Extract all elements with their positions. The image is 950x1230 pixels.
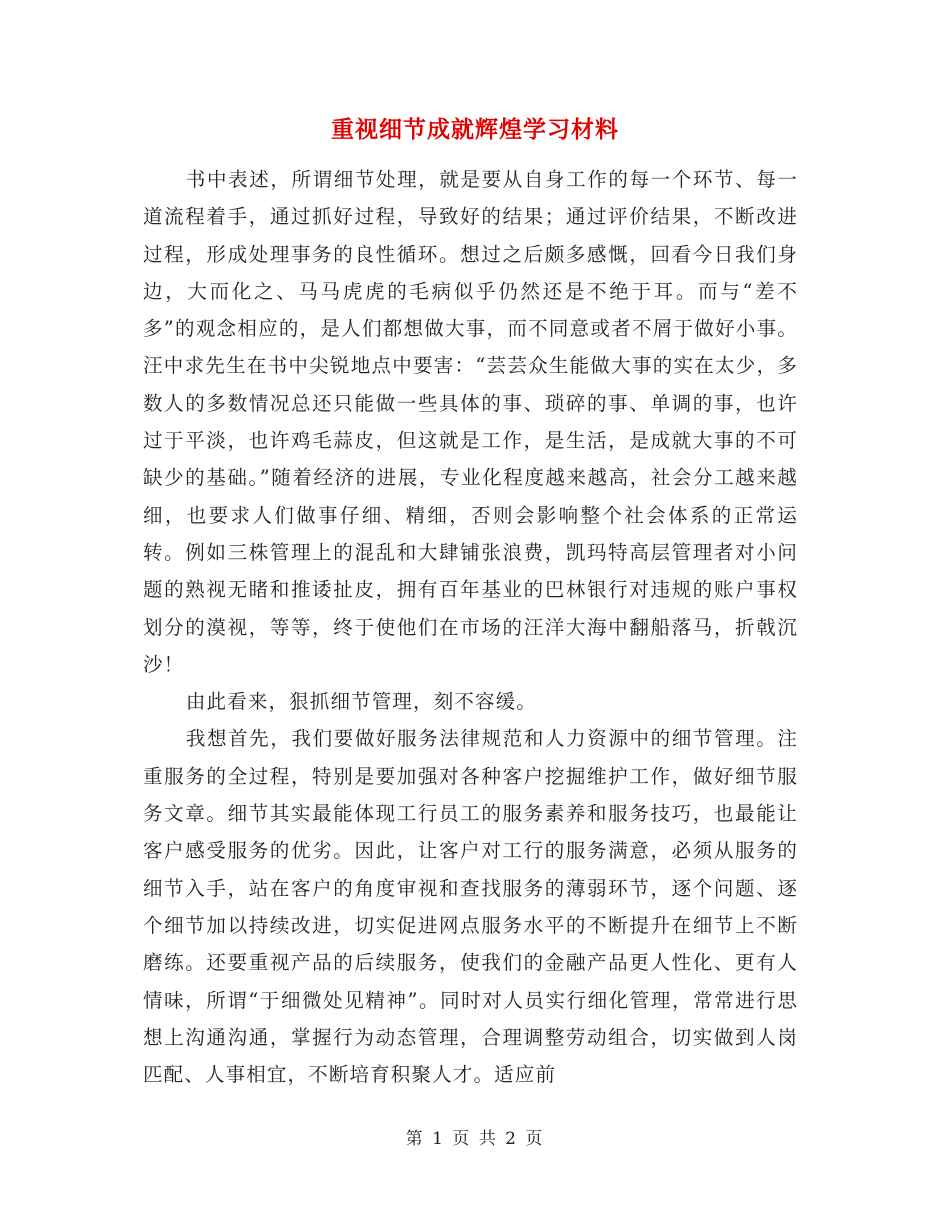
paragraph-2: 由此看来，狠抓细节管理，刻不容缓。 — [185, 690, 537, 714]
paragraph-3: 我想首先，我们要做好服务法律规范和人力资源中的细节管理。注重服务的全过程，特别是要加强对各种客户挖掘维护工作，做好细节服务文章。细节其实最能体现工行员工的服务素养和服务技巧，也最能让客户感受服务的优劣。因此，让客户对工行的服务满意，必须从服务的细节入手，站在客户的角度审视和查找服务的薄弱环节，逐个问题、逐个细节加以持续改进，切实促进网点服务水平的不断提升在细节上不断磨练。还要重视产品的后续服务，使我们的金融产品更人性化、更有人情味，所谓“于细微处见精神”。同时对人员实行细化管理，常常进行思想上沟通沟通，掌握行为动态管理，合理调整劳动组合，切实做到人岗匹配、人事相宜，不断培育积聚人才。适应前 — [143, 727, 798, 1087]
paragraph-1: 书中表述，所谓细节处理，就是要从自身工作的每一个环节、每一道流程着手，通过抓好过程，导致好的结果；通过评价结果，不断改进过程，形成处理事务的良性循环。想过之后颇多感慨，回看今日我们身边，大而化之、马马虎虎的毛病似乎仍然还是不绝于耳。而与“差不多”的观念相应的，是人们都想做大事，而不同意或者不屑于做好小事。汪中求先生在书中尖锐地点中要害：“芸芸众生能做大事的实在太少，多数人的多数情况总还只能做一些具体的事、琐碎的事、单调的事，也许过于平淡，也许鸡毛蒜皮，但这就是工作，是生活，是成就大事的不可缺少的基础。”随着经济的进展，专业化程度越来越高，社会分工越来越细，也要求人们做事仔细、精细，否则会影响整个社会体系的正常运转。例如三株管理上的混乱和大肆铺张浪费，凯玛特高层管理者对小问题的熟视无睹和推诿扯皮，拥有百年基业的巴林银行对违规的账户事权划分的漠视，等等，终于使他们在市场的汪洋大海中翻船落马，折戟沉沙！ — [143, 168, 798, 676]
page-footer: 第 1 页 共 2 页 — [405, 1129, 545, 1149]
document-body — [143, 161, 798, 1093]
document-title: 重视细节成就辉煌学习材料 — [331, 116, 619, 143]
